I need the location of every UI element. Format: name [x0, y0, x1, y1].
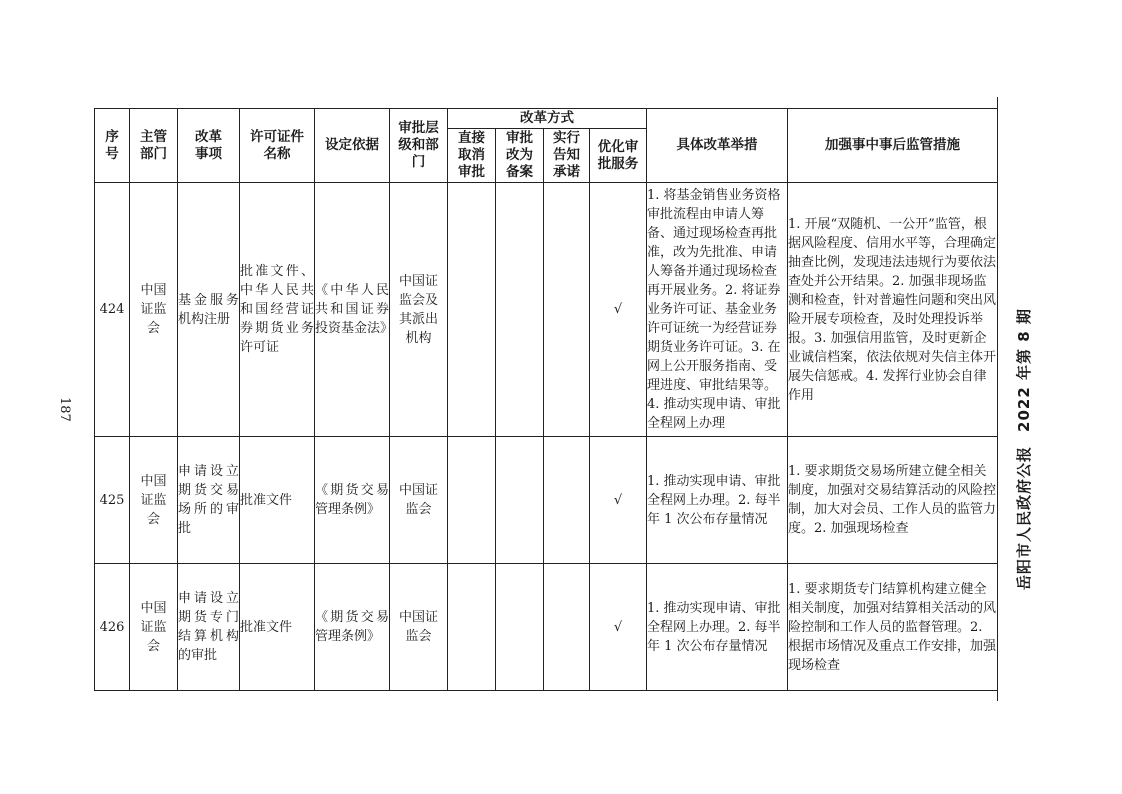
row-item: 基金服务机构注册	[178, 183, 240, 437]
row-license: 批准文件	[240, 437, 315, 564]
row-license: 批准文件	[240, 564, 315, 691]
header-seq: 序号	[95, 109, 130, 183]
row-supervision: 1. 要求期货专门结算机构建立健全相关制度，加强对结算相关活动的风险控制和工作人员的监督管理。2. 根据市场情况及重点工作安排，加强现场检查	[788, 564, 998, 691]
row-dept: 中国证监会	[130, 437, 178, 564]
row-seq: 425	[95, 437, 130, 564]
row-item: 申请设立期货交易场所的审批	[178, 437, 240, 564]
header-dept: 主管部门	[130, 109, 178, 183]
reform-table	[94, 108, 998, 691]
row-notice	[544, 183, 590, 437]
header-supervision: 加强事中事后监管措施	[788, 109, 998, 183]
journal-header	[1013, 308, 1034, 590]
row-item: 申请设立期货专门结算机构的审批	[178, 564, 240, 691]
header-license: 许可证件名称	[240, 109, 315, 183]
row-dept: 中国证监会	[130, 183, 178, 437]
row-optimize-check: √	[590, 564, 647, 691]
header-level: 审批层级和部门	[390, 109, 448, 183]
row-measures: 1. 推动实现申请、审批全程网上办理。2. 每半年 1 次公布存量情况	[647, 564, 788, 691]
table-row	[95, 564, 998, 691]
row-supervision: 1. 要求期货交易场所建立健全相关制度，加强对交易结算活动的风险控制，加大对会员、工作人员的监管力度。2. 加强现场检查	[788, 437, 998, 564]
header-notice: 实行告知承诺	[544, 129, 590, 183]
header-optimize: 优化审批服务	[590, 129, 647, 183]
header-record: 审批改为备案	[496, 129, 544, 183]
page-number: 187	[57, 397, 72, 422]
header-basis: 设定依据	[315, 109, 390, 183]
row-level: 中国证监会	[390, 564, 448, 691]
row-record	[496, 564, 544, 691]
row-cancel	[448, 183, 496, 437]
row-cancel	[448, 437, 496, 564]
row-seq: 424	[95, 183, 130, 437]
row-license: 批准文件、中华人民共和国经营证券期货业务许可证	[240, 183, 315, 437]
row-basis: 《中华人民共和国证券投资基金法》	[315, 183, 390, 437]
row-basis: 《期货交易管理条例》	[315, 437, 390, 564]
header-item: 改革事项	[178, 109, 240, 183]
table-row	[95, 437, 998, 564]
journal-title: 岳阳市人民政府公报	[1015, 445, 1033, 590]
header-reform-mode: 改革方式	[448, 109, 647, 129]
row-notice	[544, 564, 590, 691]
row-cancel	[448, 564, 496, 691]
row-level: 中国证监会	[390, 437, 448, 564]
row-record	[496, 183, 544, 437]
header-cancel: 直接取消审批	[448, 129, 496, 183]
row-dept: 中国证监会	[130, 564, 178, 691]
row-supervision: 1. 开展“双随机、一公开”监管，根据风险程度、信用水平等，合理确定抽查比例，发现违法违规行为要依法查处并公开结果。2. 加强非现场监测和检查，针对普遍性问题和突出风险开展专项检查，及时处理投诉举报。3. 加强信用监管，及时更新企业诚信档案，依法依规对失信主体开展失信惩戒。4. 发挥行业协会自律作用	[788, 183, 998, 437]
row-measures: 1. 推动实现申请、审批全程网上办理。2. 每半年 1 次公布存量情况	[647, 437, 788, 564]
row-record	[496, 437, 544, 564]
header-measures: 具体改革举措	[647, 109, 788, 183]
row-measures: 1. 将基金销售业务资格审批流程由申请人筹备、通过现场检查再批准，改为先批准、申请人筹备并通过现场检查再开展业务。2. 将证券业务许可证、基金业务许可证统一为经营证券期货业务许可证。3. 在网上公开服务指南、受理进度、审批结果等。4. 推动实现申请、审批全程网上办理	[647, 183, 788, 437]
row-basis: 《期货交易管理条例》	[315, 564, 390, 691]
table-row	[95, 183, 998, 437]
row-seq: 426	[95, 564, 130, 691]
margin-rule	[997, 97, 998, 701]
journal-issue: 2022 年第 8 期	[1015, 308, 1033, 432]
row-optimize-check: √	[590, 183, 647, 437]
row-level: 中国证监会及其派出机构	[390, 183, 448, 437]
row-optimize-check: √	[590, 437, 647, 564]
row-notice	[544, 437, 590, 564]
